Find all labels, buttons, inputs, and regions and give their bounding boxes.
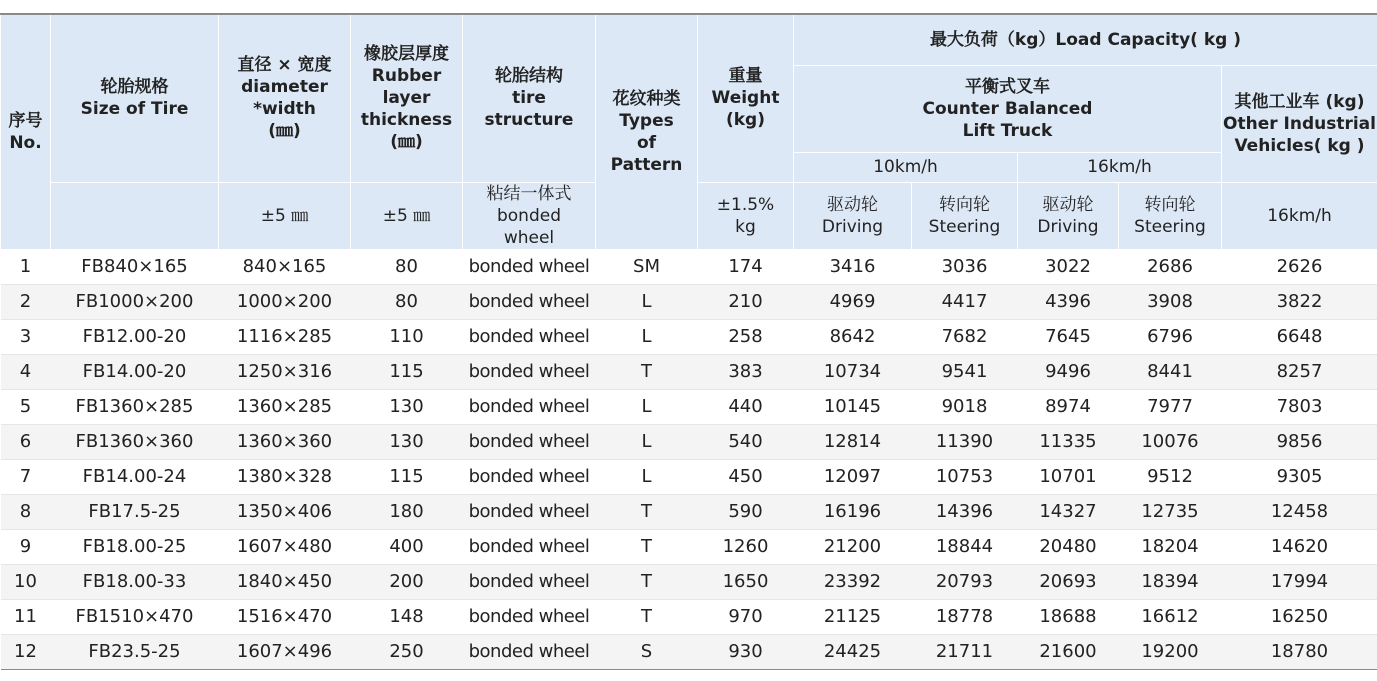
table-row xyxy=(1,389,1377,424)
header-steering-16: 转向轮 Steering xyxy=(1119,182,1222,249)
cell-weight: 383 xyxy=(698,354,794,389)
cell-cb16-steering: 10076 xyxy=(1119,424,1222,459)
header-diameter-tolerance: ±5 ㎜ xyxy=(219,182,351,249)
header-bonded-wheel: 粘结一体式 bonded wheel xyxy=(463,182,596,249)
cell-weight: 590 xyxy=(698,494,794,529)
cell-row-no: 5 xyxy=(1,389,51,424)
cell-diameter-width: 1350×406 xyxy=(219,494,351,529)
header-size-blank xyxy=(51,182,219,249)
cell-cb16-steering: 8441 xyxy=(1119,354,1222,389)
header-rubber-tolerance: ±5 ㎜ xyxy=(351,182,463,249)
cell-tire-size: FB14.00-24 xyxy=(51,459,219,494)
cell-cb16-steering: 6796 xyxy=(1119,319,1222,354)
header-rubber-thickness: 橡胶层厚度 Rubber layer thickness (㎜) xyxy=(351,14,463,182)
cell-row-no: 4 xyxy=(1,354,51,389)
cell-other-16: 16250 xyxy=(1222,599,1377,634)
cell-cb10-driving: 4969 xyxy=(794,284,912,319)
cell-other-16: 12458 xyxy=(1222,494,1377,529)
cell-weight: 440 xyxy=(698,389,794,424)
table-row xyxy=(1,249,1377,284)
cell-pattern: T xyxy=(596,599,698,634)
cell-cb10-steering: 21711 xyxy=(912,634,1018,669)
cell-row-no: 8 xyxy=(1,494,51,529)
cell-cb10-steering: 4417 xyxy=(912,284,1018,319)
cell-cb16-steering: 2686 xyxy=(1119,249,1222,284)
table-row xyxy=(1,319,1377,354)
cell-cb10-driving: 12097 xyxy=(794,459,912,494)
cell-tire-size: FB1360×360 xyxy=(51,424,219,459)
header-other-vehicles: 其他工业车 (kg) Other Industrial Vehicles( kg ) xyxy=(1222,65,1377,182)
cell-weight: 540 xyxy=(698,424,794,459)
cell-row-no: 10 xyxy=(1,564,51,599)
header-driving-16: 驱动轮 Driving xyxy=(1018,182,1119,249)
cell-cb16-steering: 9512 xyxy=(1119,459,1222,494)
cell-rubber-thickness: 130 xyxy=(351,424,463,459)
cell-row-no: 2 xyxy=(1,284,51,319)
cell-pattern: L xyxy=(596,389,698,424)
cell-pattern: S xyxy=(596,634,698,669)
cell-row-no: 1 xyxy=(1,249,51,284)
header-speed-10: 10km/h xyxy=(794,152,1018,182)
cell-cb10-driving: 8642 xyxy=(794,319,912,354)
cell-diameter-width: 1380×328 xyxy=(219,459,351,494)
cell-cb16-driving: 20693 xyxy=(1018,564,1119,599)
table-body xyxy=(1,249,1377,669)
cell-pattern: L xyxy=(596,319,698,354)
header-diameter-width: 直径 × 宽度 diameter *width (㎜) xyxy=(219,14,351,182)
cell-cb16-driving: 7645 xyxy=(1018,319,1119,354)
cell-cb10-steering: 9541 xyxy=(912,354,1018,389)
header-weight: 重量 Weight (kg) xyxy=(698,14,794,182)
cell-weight: 970 xyxy=(698,599,794,634)
cell-other-16: 9305 xyxy=(1222,459,1377,494)
cell-diameter-width: 1607×496 xyxy=(219,634,351,669)
cell-cb16-driving: 8974 xyxy=(1018,389,1119,424)
cell-cb16-steering: 3908 xyxy=(1119,284,1222,319)
cell-rubber-thickness: 115 xyxy=(351,459,463,494)
cell-cb16-steering: 7977 xyxy=(1119,389,1222,424)
cell-diameter-width: 1516×470 xyxy=(219,599,351,634)
cell-diameter-width: 1840×450 xyxy=(219,564,351,599)
cell-row-no: 12 xyxy=(1,634,51,669)
cell-cb16-driving: 3022 xyxy=(1018,249,1119,284)
cell-pattern: T xyxy=(596,529,698,564)
cell-weight: 450 xyxy=(698,459,794,494)
cell-cb10-driving: 24425 xyxy=(794,634,912,669)
cell-tire-size: FB17.5-25 xyxy=(51,494,219,529)
cell-tire-size: FB18.00-25 xyxy=(51,529,219,564)
cell-diameter-width: 1607×480 xyxy=(219,529,351,564)
table-header xyxy=(1,14,1377,249)
header-tire-structure: 轮胎结构 tire structure xyxy=(463,14,596,182)
cell-row-no: 7 xyxy=(1,459,51,494)
cell-cb10-driving: 21125 xyxy=(794,599,912,634)
cell-tire-size: FB23.5-25 xyxy=(51,634,219,669)
cell-cb10-driving: 10734 xyxy=(794,354,912,389)
cell-tire-size: FB14.00-20 xyxy=(51,354,219,389)
tire-spec-table-container xyxy=(0,13,1377,670)
cell-row-no: 9 xyxy=(1,529,51,564)
cell-rubber-thickness: 80 xyxy=(351,284,463,319)
cell-rubber-thickness: 110 xyxy=(351,319,463,354)
cell-pattern: T xyxy=(596,354,698,389)
cell-cb16-steering: 18204 xyxy=(1119,529,1222,564)
header-load-capacity: 最大负荷（kg）Load Capacity( kg ) xyxy=(794,14,1377,65)
header-driving-10: 驱动轮 Driving xyxy=(794,182,912,249)
cell-cb16-steering: 19200 xyxy=(1119,634,1222,669)
cell-pattern: L xyxy=(596,284,698,319)
cell-tire-size: FB1000×200 xyxy=(51,284,219,319)
cell-other-16: 8257 xyxy=(1222,354,1377,389)
cell-cb16-driving: 4396 xyxy=(1018,284,1119,319)
table-row xyxy=(1,564,1377,599)
cell-structure: bonded wheel xyxy=(463,389,596,424)
cell-structure: bonded wheel xyxy=(463,249,596,284)
cell-cb16-driving: 21600 xyxy=(1018,634,1119,669)
header-weight-tolerance: ±1.5% kg xyxy=(698,182,794,249)
header-pattern-type: 花纹种类 Types of Pattern xyxy=(596,14,698,249)
cell-cb10-steering: 9018 xyxy=(912,389,1018,424)
cell-rubber-thickness: 148 xyxy=(351,599,463,634)
header-steering-10: 转向轮 Steering xyxy=(912,182,1018,249)
cell-diameter-width: 1360×360 xyxy=(219,424,351,459)
header-counter-balanced: 平衡式叉车 Counter Balanced Lift Truck xyxy=(794,65,1222,152)
table-row xyxy=(1,284,1377,319)
cell-structure: bonded wheel xyxy=(463,319,596,354)
header-speed-16: 16km/h xyxy=(1018,152,1222,182)
cell-weight: 1650 xyxy=(698,564,794,599)
cell-other-16: 6648 xyxy=(1222,319,1377,354)
cell-tire-size: FB12.00-20 xyxy=(51,319,219,354)
cell-cb10-driving: 23392 xyxy=(794,564,912,599)
cell-cb10-steering: 20793 xyxy=(912,564,1018,599)
cell-diameter-width: 840×165 xyxy=(219,249,351,284)
tire-spec-table xyxy=(0,13,1377,670)
cell-tire-size: FB840×165 xyxy=(51,249,219,284)
cell-pattern: L xyxy=(596,459,698,494)
cell-weight: 174 xyxy=(698,249,794,284)
cell-cb10-steering: 10753 xyxy=(912,459,1018,494)
cell-diameter-width: 1000×200 xyxy=(219,284,351,319)
table-row xyxy=(1,494,1377,529)
cell-cb16-driving: 14327 xyxy=(1018,494,1119,529)
cell-row-no: 6 xyxy=(1,424,51,459)
cell-rubber-thickness: 80 xyxy=(351,249,463,284)
cell-diameter-width: 1250×316 xyxy=(219,354,351,389)
cell-row-no: 3 xyxy=(1,319,51,354)
table-row xyxy=(1,459,1377,494)
cell-cb10-steering: 11390 xyxy=(912,424,1018,459)
cell-cb16-driving: 18688 xyxy=(1018,599,1119,634)
cell-structure: bonded wheel xyxy=(463,599,596,634)
cell-structure: bonded wheel xyxy=(463,494,596,529)
cell-cb16-driving: 10701 xyxy=(1018,459,1119,494)
cell-rubber-thickness: 250 xyxy=(351,634,463,669)
cell-other-16: 9856 xyxy=(1222,424,1377,459)
cell-structure: bonded wheel xyxy=(463,459,596,494)
cell-cb10-steering: 18844 xyxy=(912,529,1018,564)
table-row xyxy=(1,354,1377,389)
cell-structure: bonded wheel xyxy=(463,284,596,319)
cell-structure: bonded wheel xyxy=(463,424,596,459)
cell-structure: bonded wheel xyxy=(463,564,596,599)
cell-cb10-driving: 10145 xyxy=(794,389,912,424)
cell-structure: bonded wheel xyxy=(463,354,596,389)
cell-cb10-steering: 3036 xyxy=(912,249,1018,284)
cell-cb16-driving: 11335 xyxy=(1018,424,1119,459)
cell-other-16: 3822 xyxy=(1222,284,1377,319)
cell-cb10-steering: 7682 xyxy=(912,319,1018,354)
cell-structure: bonded wheel xyxy=(463,529,596,564)
cell-tire-size: FB18.00-33 xyxy=(51,564,219,599)
cell-cb16-steering: 16612 xyxy=(1119,599,1222,634)
cell-cb10-driving: 21200 xyxy=(794,529,912,564)
cell-rubber-thickness: 180 xyxy=(351,494,463,529)
cell-tire-size: FB1360×285 xyxy=(51,389,219,424)
cell-rubber-thickness: 115 xyxy=(351,354,463,389)
cell-cb10-driving: 3416 xyxy=(794,249,912,284)
cell-rubber-thickness: 400 xyxy=(351,529,463,564)
table-row xyxy=(1,599,1377,634)
cell-diameter-width: 1360×285 xyxy=(219,389,351,424)
cell-rubber-thickness: 130 xyxy=(351,389,463,424)
cell-structure: bonded wheel xyxy=(463,634,596,669)
cell-pattern: SM xyxy=(596,249,698,284)
table-row xyxy=(1,529,1377,564)
cell-tire-size: FB1510×470 xyxy=(51,599,219,634)
cell-cb16-driving: 20480 xyxy=(1018,529,1119,564)
cell-weight: 258 xyxy=(698,319,794,354)
cell-cb10-driving: 16196 xyxy=(794,494,912,529)
cell-pattern: T xyxy=(596,564,698,599)
cell-weight: 210 xyxy=(698,284,794,319)
cell-other-16: 7803 xyxy=(1222,389,1377,424)
cell-rubber-thickness: 200 xyxy=(351,564,463,599)
cell-pattern: T xyxy=(596,494,698,529)
cell-cb16-driving: 9496 xyxy=(1018,354,1119,389)
header-size-of-tire: 轮胎规格 Size of Tire xyxy=(51,14,219,182)
cell-pattern: L xyxy=(596,424,698,459)
table-row xyxy=(1,424,1377,459)
cell-row-no: 11 xyxy=(1,599,51,634)
cell-other-16: 17994 xyxy=(1222,564,1377,599)
cell-cb10-driving: 12814 xyxy=(794,424,912,459)
cell-cb16-steering: 12735 xyxy=(1119,494,1222,529)
cell-diameter-width: 1116×285 xyxy=(219,319,351,354)
cell-cb10-steering: 14396 xyxy=(912,494,1018,529)
cell-cb10-steering: 18778 xyxy=(912,599,1018,634)
cell-cb16-steering: 18394 xyxy=(1119,564,1222,599)
header-no: 序号 No. xyxy=(1,14,51,249)
header-other-speed: 16km/h xyxy=(1222,182,1377,249)
cell-weight: 930 xyxy=(698,634,794,669)
cell-other-16: 2626 xyxy=(1222,249,1377,284)
cell-weight: 1260 xyxy=(698,529,794,564)
table-row xyxy=(1,634,1377,669)
cell-other-16: 18780 xyxy=(1222,634,1377,669)
cell-other-16: 14620 xyxy=(1222,529,1377,564)
